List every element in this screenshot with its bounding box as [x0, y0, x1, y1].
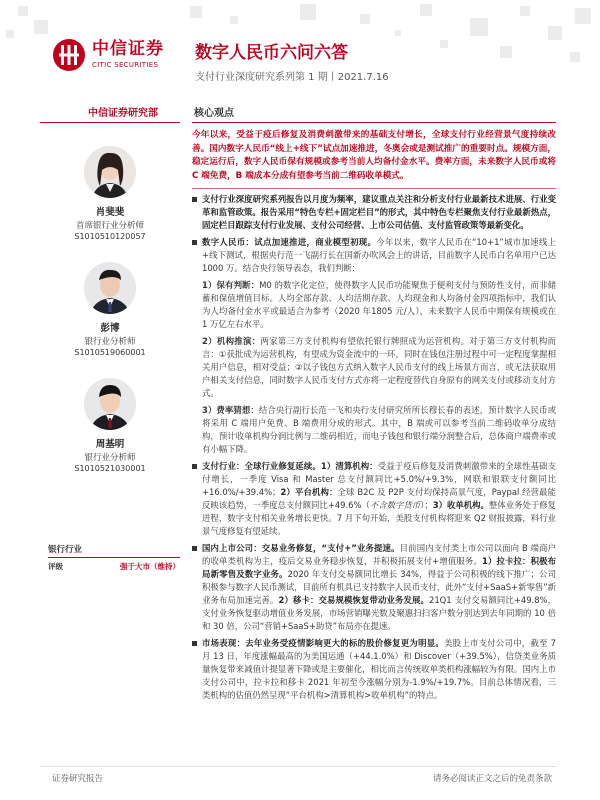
market-lead: 市场表现：去年业务受疫情影响更大的标的股价修复更为明显。: [202, 638, 445, 649]
analyst-license-id: S1010519060001: [74, 348, 146, 357]
paragraph-domestic-listed: [192, 542, 556, 633]
analyst-role: 银行业分析师: [84, 337, 136, 347]
payment-industry-text-3: ）；: [420, 500, 433, 511]
report-subtitle: 支付行业深度研究系列第 1 期丨2021.7.16: [195, 72, 389, 83]
paragraph-payment-industry: [192, 460, 556, 538]
footer-divider: [40, 766, 556, 767]
payment-industry-lead-2: 2）平台机构：: [280, 487, 338, 498]
lakala-text: 2020 年支付交易额同比增长 34%，得益于公司积极的线下推广；公司积极参与数字人民币测试，目前所有机具已支持数字人民币支付，此外“支付+SaaS+新零售”新业务布局加速完善。: [202, 569, 556, 606]
avatar: [84, 378, 136, 430]
analyst-card: [40, 378, 180, 473]
bullet-icon: [192, 240, 197, 245]
bullet-icon: [192, 464, 197, 469]
logo-text-en: CITIC SECURITIES: [92, 61, 159, 69]
company-logo: [52, 38, 164, 72]
main-content: [192, 104, 556, 702]
digital-rmb-text: 今年以来，数字人民币在“10+1”城市加速线上+线下测试，根据央行范一飞副行长在国新办吹风会上的讲话，目前数字人民币白名单用户已达 1000 万。结合央行领导表态，我们判断：: [202, 237, 557, 274]
lakala-lead: 1）拉卡拉：积极布局新零售及数字业务。: [202, 556, 557, 580]
analyst-license-id: S1010510120057: [74, 232, 146, 241]
rating-value: 强于大市（维持）: [120, 562, 180, 571]
paragraph-holding-judgement: [192, 279, 556, 331]
logo-text-cn: 中信证券: [92, 39, 164, 59]
analyst-name: 肖斐斐: [95, 207, 125, 218]
payment-industry-text-4: 整体业务处于修复进程，数字支付相关业务增长更快。7 月下旬开始，美股支付机构将迎来 Q2 财报披露，料行业景气度修复有望延续。: [202, 500, 557, 537]
analyst-card: [40, 146, 180, 241]
research-dept-heading: 中信证券研究部: [40, 104, 180, 123]
footer-disclaimer: 请务必阅读正文之后的免责条款: [432, 774, 552, 784]
holding-lead: 1）保有判断：: [202, 280, 260, 291]
key-summary: 今年以来，受益于疫后修复及消费刺激带来的基础支付增长，全球支付行业经营景气度持续改善。国内数字人民币“线上+线下”试点加速推进，冬奥会或是测试推广的重要时点。规模方面，稳定运行后，数字人民币保有规模或参考当前人均备付金水平。费率方面，未来数字人民币或将 C 端免费，B 端成本分成有望参考当前二维码收单模式。: [192, 130, 556, 181]
institution-lead: 2）机构推演：: [202, 336, 261, 347]
payment-industry-text: 受益于疫后修复及消费刺激带来的全球性基础支付增长，一季度 Visa 和 Master 总支付额同比+5.0%/+9.3%，网联和银联支付额同比+16.0%/+39.4%；: [202, 461, 557, 498]
paragraph-digital-rmb: [192, 236, 556, 275]
institution-text: 两家第三方支付机构有望依托银行牌照成为运营机构。对于第三方支付机构而言：①获批成为运营机构，有望成为资金流中的一环，同时在钱包注册过程中可一定程度掌握相关用户信息，相对受益；②以子钱包方式纳入数字人民币支付的线上场景方而言，或无法获取用户相关支付信息，同时数字人民币支付方式亦将一定程度替代自身原有的网关支付或移动支付方式。: [202, 336, 557, 399]
bullet-icon: [192, 641, 197, 646]
analyst-role: 银行业分析师: [84, 453, 136, 463]
fee-lead: 3）费率猜想：: [202, 405, 259, 416]
bullet-icon: [192, 197, 197, 202]
fee-text: 结合央行副行长范一飞和央行支付研究所所长穆长春的表述，预计数字人民币或将采用 C 端用户免费、B 端费用分成的形式。其中，B 端或可以参考当前二维码收单分成结构，预计收单机构分润比例与二维码相近，而电子钱包和银行端分润整合后，总体商户端费率或有小幅下降。: [202, 405, 557, 455]
paragraph-series-intro: [192, 193, 556, 232]
industry-rating: [48, 543, 180, 572]
series-intro-text: 支付行业深度研究系列报告以月度为频率，建议重点关注和分析支付行业最新技术进展、行业变革和监管政策。报告采用“特色专栏+固定栏目”的形式，其中特色专栏聚焦支付行业最新热点，固定栏目跟踪支付行业发展、支付公司经营、上市公司估值、支付监管政策等最新变化。: [202, 194, 556, 231]
paragraph-institution-deduction: [192, 335, 556, 400]
rating-industry-title: 银行行业: [48, 543, 180, 558]
paragraph-fee-conjecture: [192, 404, 556, 456]
holding-text: M0 的数字化定位，使得数字人民币功能聚焦于便利支付与预防性支付，而非储蓄和保值增值目标。人均全部存款、人均活期存款、人均现金和人均备付金四项指标中，我们认为人均备付金水平或最适合为参考（2020 年1805 元/人），未来数字人民币中期保有规模或在 1 万亿左右水平。: [202, 280, 556, 330]
market-text: 美股上市支付公司中，截至 7 月 13 日，年度涨幅最高的为美国运通（+44.1.0%）和 Discover（+39.5%），信贷类业务质量恢复带来减值计提显著下降或是主要催化，相比而言传统收单类机构涨幅较为有限。国内上市支付公司中，拉卡拉和移卡 2021 年初至今涨幅分别为-1.9%/+19.7%。目前总体情况看，三类机构的估值仍然呈现“平台机构>清算机构>收单机构”的特点。: [202, 638, 556, 701]
avatar: [84, 262, 136, 314]
paragraph-market-performance: [192, 637, 556, 702]
rating-label: 评级: [48, 562, 63, 571]
payment-industry-lead-3: 3）收单机构。: [432, 500, 489, 511]
yeahka-lead: 2）移卡：交易规模恢复带动业务发展。: [278, 595, 429, 606]
domestic-lead: 国内上市公司：交易业务修复，“支付+”业务提速。: [202, 543, 400, 554]
divider: [192, 188, 556, 189]
analyst-card: [40, 262, 180, 357]
domestic-text: 目前国内支付类上市公司以面向 B 端商户的收单类机构为主，疫后交易业务稳步恢复，并积极拓展支付+增值服务。: [202, 543, 556, 567]
left-sidebar: [40, 104, 180, 123]
core-views-heading: 核心观点: [192, 104, 556, 123]
payment-industry-lead: 支付行业：全球行业修复延续。1）清算机构：: [202, 461, 378, 472]
analyst-role: 首席银行业分析师: [75, 221, 144, 231]
payment-industry-text-2: 全球 B2C 及 P2P 支付均保持高景气度，Paypal 经营最能反映该趋势，一季度总支付额同比+49.6%（: [202, 487, 557, 511]
payment-industry-italic: 不含数字货币: [369, 500, 421, 511]
yeahka-text: 21Q1 支付交易额同比+49.8%，支付业务恢复驱动增值业务发展，市场营销曝光数及聚惠扫扫客户数分别达到去年同期的 10 倍和 30 倍，公司“营销+SaaS+助贷”布局亦在提速。: [202, 595, 556, 632]
analyst-name: 周基明: [95, 439, 125, 450]
footer-report-type: 证券研究报告: [52, 774, 104, 784]
digital-rmb-lead: 数字人民币：试点加速推进，商业模型初现。: [202, 237, 377, 248]
citic-logo-icon: [52, 38, 86, 72]
analyst-name: 彭博: [100, 323, 120, 334]
bullet-icon: [192, 546, 197, 551]
avatar: [84, 146, 136, 198]
report-title: 数字人民币六问六答: [195, 43, 348, 63]
analyst-license-id: S1010521030001: [74, 464, 146, 473]
